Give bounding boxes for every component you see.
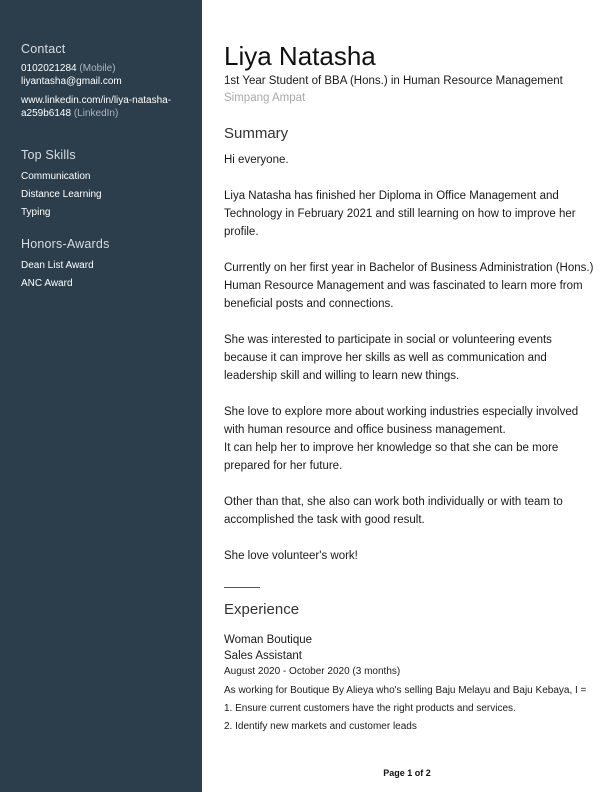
linkedin-link[interactable] [21, 94, 196, 120]
experience-desc-line: 2. Identify new markets and customer leads [224, 721, 417, 732]
profile-location: Simpang Ampat [224, 92, 306, 104]
linkedin-url-part2[interactable]: a259b6148 [21, 108, 72, 119]
award-item: ANC Award [21, 278, 73, 289]
skill-item: Distance Learning [21, 189, 102, 200]
section-divider [224, 587, 260, 588]
experience-dates: August 2020 - October 2020 (3 months) [224, 666, 401, 677]
phone-number: 0102021284 [21, 63, 77, 74]
linkedin-label: (LinkedIn) [73, 108, 119, 119]
experience-desc-line: As working for Boutique By Alieya who's selling Baju Melayu and Baju Kebaya, I = [224, 685, 587, 696]
experience-heading: Experience [224, 601, 300, 618]
summary-paragraph-line: She love to explore more about working industries especially involved with human resource and office business management. [224, 406, 579, 436]
summary-paragraph: Other than that, she also can work both individually or with team to accomplished the task with good result. [224, 496, 563, 526]
awards-section [21, 237, 196, 293]
skills-section [21, 148, 196, 222]
summary-paragraph-line: It can help her to improve her knowledge so that she can be more prepared for her future. [224, 442, 559, 472]
experience-desc-line: 1. Ensure current customers have the right products and services. [224, 703, 516, 714]
skill-item: Typing [21, 207, 51, 218]
page-number: Page 1 of 2 [383, 768, 431, 778]
profile-headline: 1st Year Student of BBA (Hons.) in Human Resource Management [224, 75, 563, 87]
summary-paragraph [224, 403, 596, 475]
phone-label: (Mobile) [79, 63, 116, 74]
summary-paragraph: She love volunteer's work! [224, 550, 358, 562]
contact-section [21, 42, 196, 120]
summary-body [224, 151, 596, 583]
summary-paragraph: Currently on her first year in Bachelor of Business Administration (Hons.) Human Resource Management and was fascinated to learn more from beneficial posts and connections. [224, 262, 594, 310]
linkedin-url-part1[interactable]: www.linkedin.com/in/liya-natasha- [21, 95, 172, 106]
skill-item: Communication [21, 171, 91, 182]
profile-name: Liya Natasha [224, 41, 376, 71]
experience-company: Woman Boutique [224, 634, 313, 646]
skills-heading: Top Skills [21, 148, 76, 162]
experience-title: Sales Assistant [224, 650, 302, 662]
awards-heading: Honors-Awards [21, 237, 110, 251]
sidebar [0, 0, 202, 792]
phone [21, 62, 196, 75]
summary-heading: Summary [224, 125, 289, 142]
summary-paragraph: She was interested to participate in social or volunteering events because it can improve her skills as well as communication and leadership skill and willing to learn new things. [224, 334, 552, 382]
contact-heading: Contact [21, 42, 66, 56]
summary-paragraph: Liya Natasha has finished her Diploma in Office Management and Technology in February 2021 and still learning on how to improve her profile. [224, 190, 576, 238]
experience-entry [224, 632, 596, 736]
email[interactable]: liyantasha@gmail.com [21, 76, 122, 87]
award-item: Dean List Award [21, 260, 94, 271]
summary-paragraph: Hi everyone. [224, 154, 289, 166]
